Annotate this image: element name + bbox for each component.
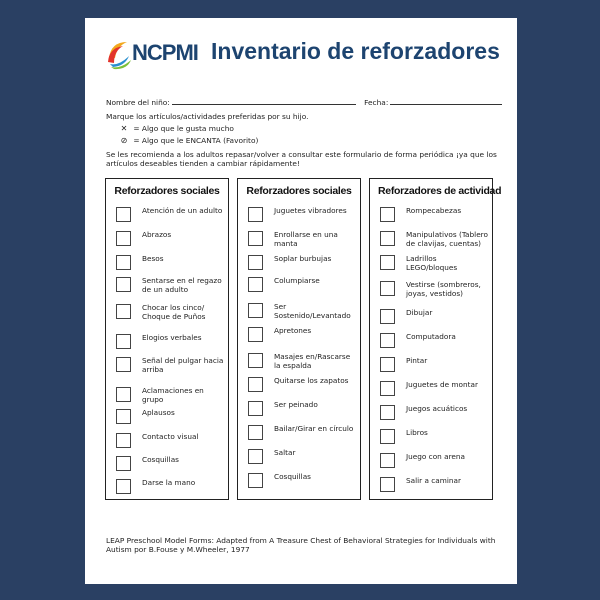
- checklist-item-label: Juguetes vibradores: [274, 206, 347, 215]
- checkbox[interactable]: [248, 377, 263, 392]
- checkbox[interactable]: [380, 357, 395, 372]
- checkbox[interactable]: [380, 333, 395, 348]
- logo-swirl-icon: [105, 36, 133, 70]
- checkbox[interactable]: [248, 327, 263, 342]
- checklist-item-label: Ser Sostenido/Levantado: [274, 302, 351, 320]
- footer-citation: LEAP Preschool Model Forms: Adapted from A Treasure Chest of Behavioral Strategies for Individuals with Autism por B.Fouse y M.Wheeler, 1977: [106, 536, 496, 554]
- checkbox[interactable]: [380, 207, 395, 222]
- checkbox[interactable]: [116, 207, 131, 222]
- checklist-item-label: Masajes en/Rascarse la espalda: [274, 352, 351, 370]
- checklist-item-label: Quitarse los zapatos: [274, 376, 349, 385]
- checklist-item-label: Saltar: [274, 448, 296, 457]
- checkbox[interactable]: [116, 357, 131, 372]
- legend-love: [119, 136, 258, 145]
- checklist-item-label: Besos: [142, 254, 164, 263]
- checkbox[interactable]: [116, 409, 131, 424]
- checklist-item-label: Cosquillas: [142, 455, 179, 464]
- checklist-item-label: Elogios verbales: [142, 333, 202, 342]
- checklist-item-label: Salir a caminar: [406, 476, 461, 485]
- checkbox[interactable]: [380, 381, 395, 396]
- checklist-item-label: Contacto visual: [142, 432, 199, 441]
- checklist-item-label: Chocar los cinco/ Choque de Puños: [142, 303, 206, 321]
- checklist-item-label: Libros: [406, 428, 428, 437]
- checkbox[interactable]: [116, 433, 131, 448]
- column-title: Reforzadores sociales: [114, 185, 220, 197]
- legend-like-text: = Algo que le gusta mucho: [133, 124, 234, 133]
- checklist-item-label: Manipulativos (Tablero de clavijas, cuentas): [406, 230, 488, 248]
- checklist-item-label: Apretones: [274, 326, 312, 335]
- instruction-text: Marque los artículos/actividades preferidas por su hijo.: [106, 112, 309, 121]
- checkbox[interactable]: [248, 277, 263, 292]
- child-name-label: Nombre del niño:: [106, 98, 170, 107]
- checklist-item-label: Juegos acuáticos: [406, 404, 468, 413]
- child-name-field[interactable]: [172, 97, 356, 105]
- checkbox[interactable]: [248, 449, 263, 464]
- checkbox[interactable]: [248, 425, 263, 440]
- checklist-item-label: Soplar burbujas: [274, 254, 332, 263]
- checkbox[interactable]: [116, 334, 131, 349]
- checkbox[interactable]: [248, 231, 263, 246]
- checklist-item-label: Ladrillos LEGO/bloques: [406, 254, 458, 272]
- checkbox[interactable]: [116, 456, 131, 471]
- checklist-item-label: Pintar: [406, 356, 428, 365]
- checklist-item-label: Rompecabezas: [406, 206, 462, 215]
- checklist-item-label: Cosquillas: [274, 472, 311, 481]
- checklist-item-label: Dibujar: [406, 308, 433, 317]
- child-name-row: [106, 97, 502, 107]
- date-label: Fecha:: [364, 98, 389, 107]
- checklist-item-label: Bailar/Girar en círculo: [274, 424, 354, 433]
- checkbox[interactable]: [116, 479, 131, 494]
- checkbox[interactable]: [248, 255, 263, 270]
- column-title: Reforzadores de actividad: [378, 185, 502, 197]
- checklist-item-label: Abrazos: [142, 230, 172, 239]
- checklist-item-label: Ser peinado: [274, 400, 318, 409]
- circle-slash-icon: ⊘: [120, 136, 128, 145]
- checklist-item-label: Señal del pulgar hacia arriba: [142, 356, 224, 374]
- checkbox[interactable]: [116, 277, 131, 292]
- checkbox[interactable]: [248, 473, 263, 488]
- checkbox[interactable]: [248, 353, 263, 368]
- checklist-item-label: Vestirse (sombreros, joyas, vestidos): [406, 280, 481, 298]
- checkbox[interactable]: [248, 207, 263, 222]
- checklist-item-label: Aclamaciones en grupo: [142, 386, 204, 404]
- logo-text: NCPMI: [132, 40, 198, 65]
- checklist-item-label: Computadora: [406, 332, 456, 341]
- checkbox[interactable]: [116, 304, 131, 319]
- checklist-item-label: Sentarse en el regazo de un adulto: [142, 276, 222, 294]
- checkbox[interactable]: [116, 231, 131, 246]
- checklist-item-label: Darse la mano: [142, 478, 196, 487]
- column-social-2: [237, 178, 361, 500]
- legend-love-text: = Algo que le ENCANTA (Favorito): [133, 136, 259, 145]
- checkbox[interactable]: [380, 281, 395, 296]
- x-mark-icon: ✕: [120, 124, 128, 133]
- checkbox[interactable]: [380, 453, 395, 468]
- checkbox[interactable]: [248, 303, 263, 318]
- date-field[interactable]: [390, 97, 502, 105]
- ncpmi-logo: [105, 36, 211, 70]
- checklist-item-label: Enrollarse en una manta: [274, 230, 338, 248]
- review-note: Se les recomienda a los adultos repasar/volver a consultar este formulario de forma periódica ¡ya que los artículos deseables tienden a cambiar rápidamente!: [106, 150, 497, 168]
- checkbox[interactable]: [380, 429, 395, 444]
- checkbox[interactable]: [248, 401, 263, 416]
- checkbox[interactable]: [380, 309, 395, 324]
- worksheet-page: [85, 18, 517, 584]
- checkbox[interactable]: [116, 255, 131, 270]
- column-title: Reforzadores sociales: [246, 185, 352, 197]
- checklist-item-label: Columpiarse: [274, 276, 320, 285]
- checklist-item-label: Aplausos: [142, 408, 175, 417]
- checkbox[interactable]: [380, 231, 395, 246]
- checklist-item-label: Juego con arena: [406, 452, 465, 461]
- checklist-item-label: Atención de un adulto: [142, 206, 223, 215]
- checkbox[interactable]: [380, 477, 395, 492]
- checkbox[interactable]: [116, 387, 131, 402]
- column-activity: [369, 178, 502, 500]
- column-social-1: [105, 178, 229, 500]
- checkbox[interactable]: [380, 255, 395, 270]
- legend-like: [119, 124, 234, 133]
- checkbox[interactable]: [380, 405, 395, 420]
- page-title: Inventario de reforzadores: [211, 38, 500, 64]
- checklist-item-label: Juguetes de montar: [406, 380, 478, 389]
